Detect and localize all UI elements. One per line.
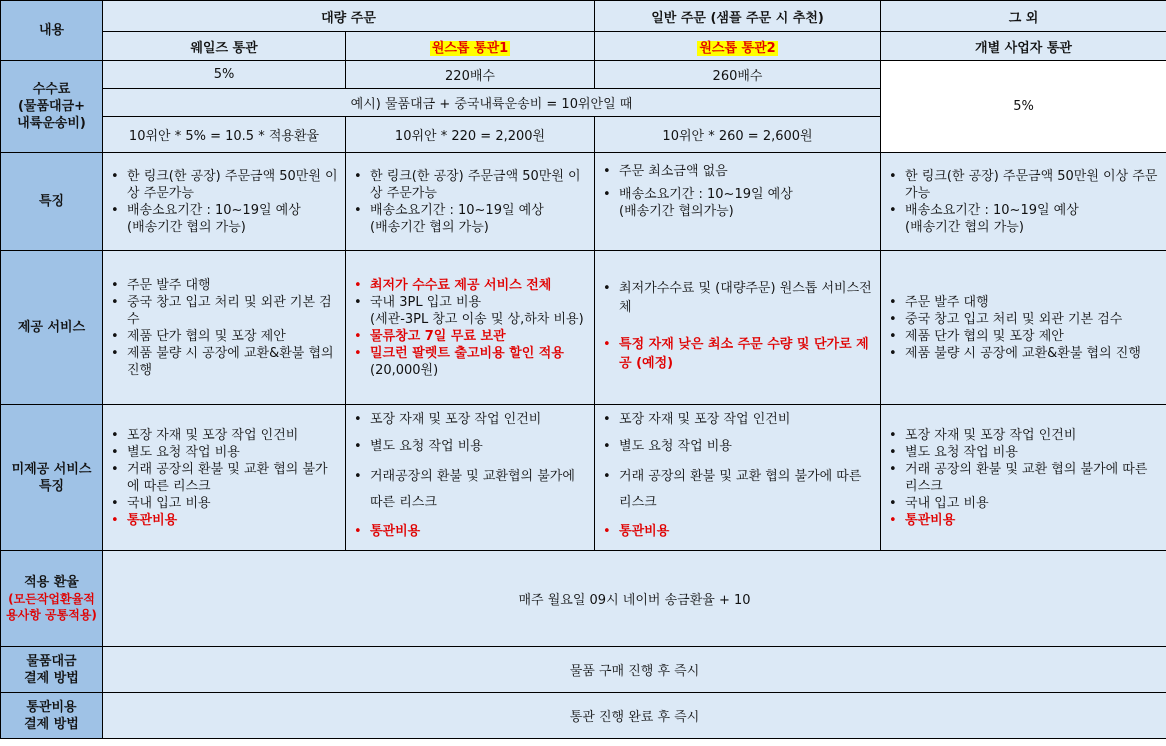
milkrun-text: 밀크런 팔렛트 출고비용 할인 적용 — [370, 345, 564, 361]
list-item: • 포장 자재 및 포장 작업 인건비 — [619, 410, 874, 429]
list-item: • 제품 단가 협의 및 포장 제안 — [127, 328, 339, 345]
excluded-individual — [881, 405, 1166, 551]
list-item: • 최저가수수료 및 (대량주문) 원스톱 서비스전체 — [619, 279, 874, 317]
rate-label — [1, 551, 103, 647]
fee-wales: 5% — [103, 61, 346, 89]
goods-payment-value: 물품 구매 진행 후 즉시 — [103, 647, 1166, 693]
onestop1-highlight: 원스톱 통관1 — [431, 40, 509, 56]
excluded-label: 미제공 서비스 특징 — [1, 405, 103, 551]
list-item: • 주문 발주 대행 — [905, 294, 1160, 311]
col-wales-header: 웨일즈 통관 — [103, 32, 346, 61]
list-item: • 별도 요청 작업 비용 — [370, 437, 588, 456]
customs-payment-value: 통관 진행 완료 후 즉시 — [103, 693, 1166, 739]
list-item: • 배송소요기간 : 10~19일 예상 (배송기간 협의 가능) — [370, 202, 588, 236]
fee-example: 예시) 물품대금 + 중국내륙운송비 = 10위안일 때 — [103, 89, 881, 117]
list-item: • 국내 3PL 입고 비용 (세관-3PL 창고 이송 및 상,하차 비용) — [370, 294, 588, 328]
list-item: • 제품 불량 시 공장에 교환&환불 협의 진행 — [905, 345, 1160, 362]
excluded-onestop2 — [595, 405, 881, 551]
list-item: • 한 링크(한 공장) 주문금액 50만원 이상 주문가능 — [370, 168, 588, 202]
list-item: • 포장 자재 및 포장 작업 인건비 — [370, 410, 588, 429]
list-item: • 특정 자재 낮은 최소 주문 수량 및 단가로 제공 (예정) — [619, 335, 874, 373]
features-wales — [103, 153, 346, 251]
group-bulk-header: 대량 주문 — [103, 1, 595, 32]
fee-onestop1: 220배수 — [346, 61, 595, 89]
list-item: • 한 링크(한 공장) 주문금액 50만원 이상 주문가능 — [127, 168, 339, 202]
list-item: • 통관비용 — [127, 512, 339, 529]
excluded-wales — [103, 405, 346, 551]
col-onestop2-header — [595, 32, 881, 61]
group-other-header: 그 외 — [881, 1, 1166, 32]
col-individual-header: 개별 사업자 통관 — [881, 32, 1166, 61]
onestop2-highlight: 원스톱 통관2 — [699, 40, 776, 56]
fee-individual: 5% — [881, 61, 1166, 153]
list-item: • 별도 요청 작업 비용 — [905, 444, 1160, 461]
list-item: • 통관비용 — [905, 512, 1160, 529]
list-item: • 거래 공장의 환불 및 교환 협의 불가에 따른 리스크 — [619, 464, 874, 516]
list-item: • 한 링크(한 공장) 주문금액 50만원 이상 주문가능 — [905, 168, 1160, 202]
fee-label: 수수료 (물품대금+ 내륙운송비) — [1, 61, 103, 153]
features-onestop2 — [595, 153, 881, 251]
excluded-onestop1 — [346, 405, 595, 551]
group-general-header: 일반 주문 (샘플 주문 시 추천) — [595, 1, 881, 32]
list-item: • 제품 불량 시 공장에 교환&환불 협의 진행 — [127, 345, 339, 379]
calc-onestop1: 10위안 * 220 = 2,200원 — [346, 117, 595, 153]
list-item: • 주문 최소금액 없음 — [619, 163, 874, 180]
list-item: • 중국 창고 입고 처리 및 외관 기본 검수 — [127, 294, 339, 328]
list-item: • 국내 입고 비용 — [127, 495, 339, 512]
list-item: • 포장 자재 및 포장 작업 인건비 — [127, 427, 339, 444]
list-item: • 제품 단가 협의 및 포장 제안 — [905, 328, 1160, 345]
content-header: 내용 — [1, 1, 103, 61]
services-label: 제공 서비스 — [1, 251, 103, 405]
rate-value: 매주 월요일 09시 네이버 송금환율 + 10 — [103, 551, 1166, 647]
list-item — [370, 345, 588, 379]
list-item: • 거래 공장의 환불 및 교환 협의 불가에 따른 리스크 — [127, 461, 339, 495]
services-onestop1 — [346, 251, 595, 405]
list-item: • 거래 공장의 환불 및 교환 협의 불가에 따른 리스크 — [905, 461, 1160, 495]
services-wales — [103, 251, 346, 405]
list-item: • 별도 요청 작업 비용 — [619, 437, 874, 456]
services-onestop2 — [595, 251, 881, 405]
rate-label-text: 적용 환율 — [24, 575, 79, 590]
calc-onestop2: 10위안 * 260 = 2,600원 — [595, 117, 881, 153]
list-item: • 주문 발주 대행 — [127, 277, 339, 294]
list-item: • 통관비용 — [370, 522, 588, 541]
features-onestop1 — [346, 153, 595, 251]
list-item: • 통관비용 — [619, 522, 874, 541]
milkrun-note: (20,000원) — [370, 362, 439, 378]
fee-onestop2: 260배수 — [595, 61, 881, 89]
features-label: 특징 — [1, 153, 103, 251]
list-item: • 포장 자재 및 포장 작업 인건비 — [905, 427, 1160, 444]
services-individual — [881, 251, 1166, 405]
list-item: • 중국 창고 입고 처리 및 외관 기본 검수 — [905, 311, 1160, 328]
list-item: • 물류창고 7일 무료 보관 — [370, 328, 588, 345]
list-item: • 국내 입고 비용 — [905, 495, 1160, 512]
list-item: • 배송소요기간 : 10~19일 예상 (배송기간 협의가능) — [619, 186, 874, 220]
features-individual — [881, 153, 1166, 251]
calc-wales: 10위안 * 5% = 10.5 * 적용환율 — [103, 117, 346, 153]
goods-payment-label: 물품대금 결제 방법 — [1, 647, 103, 693]
col-onestop1-header — [346, 32, 595, 61]
list-item: • 배송소요기간 : 10~19일 예상 (배송기간 협의 가능) — [905, 202, 1160, 236]
rate-label-note: (모든작업환율적용사항 공통적용) — [6, 592, 97, 622]
list-item: • 별도 요청 작업 비용 — [127, 444, 339, 461]
list-item: • 거래공장의 환불 및 교환협의 불가에 따른 리스크 — [370, 464, 588, 516]
list-item: • 최저가 수수료 제공 서비스 전체 — [370, 277, 588, 294]
customs-payment-label: 통관비용 결제 방법 — [1, 693, 103, 739]
list-item: • 배송소요기간 : 10~19일 예상 (배송기간 협의 가능) — [127, 202, 339, 236]
